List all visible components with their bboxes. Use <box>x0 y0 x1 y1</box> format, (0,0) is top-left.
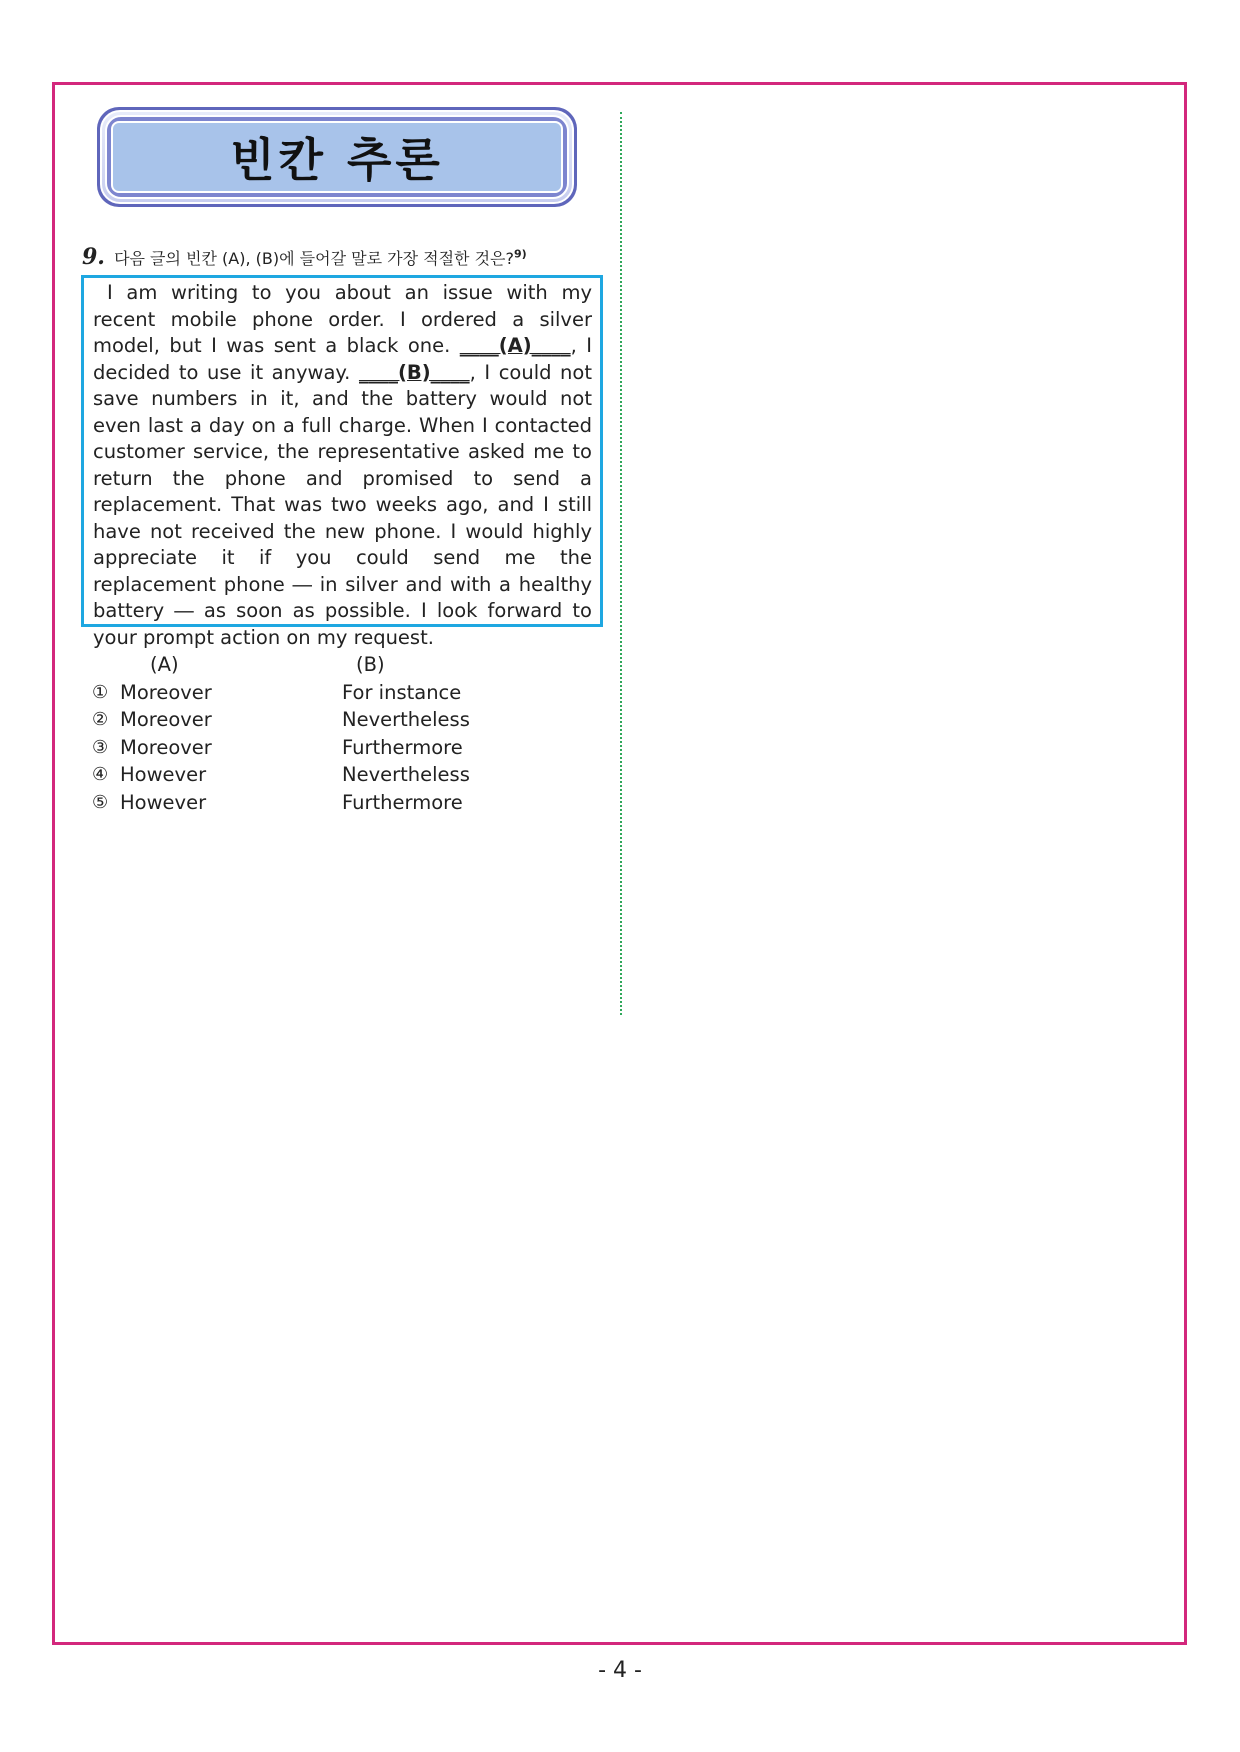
question-number: 9. <box>82 244 105 270</box>
passage-box <box>81 275 603 649</box>
choice-a-text: However <box>120 763 207 787</box>
choice-number: ② <box>92 709 109 731</box>
banner-panel <box>111 121 563 193</box>
choice-number: ⑤ <box>92 791 109 813</box>
passage-part-1: I am writing to you about an issue with my recent mobile phone order. I ordered a silver model, but I was sent a black one. <box>93 281 592 357</box>
passage-text <box>93 280 592 651</box>
banner-inner-ring <box>105 115 569 199</box>
choice-b-text: For instance <box>342 680 462 704</box>
page-number: - 4 - <box>598 1658 642 1683</box>
choice-option-3[interactable] <box>92 734 552 762</box>
column-divider <box>620 112 622 1015</box>
column-b-header: (B) <box>356 653 385 677</box>
choice-a-text: Moreover <box>120 680 212 704</box>
choice-b-text: Furthermore <box>342 790 463 814</box>
choices-header <box>92 651 552 679</box>
choice-option-4[interactable] <box>92 761 552 789</box>
choice-option-5[interactable] <box>92 789 552 817</box>
question-prompt: 다음 글의 빈칸 (A), (B)에 들어갈 말로 가장 적절한 것은? <box>114 249 514 268</box>
banner-outer-ring <box>100 110 574 204</box>
blank-a: ____(A)____ <box>459 334 571 357</box>
choice-number: ③ <box>92 736 109 758</box>
choice-number: ① <box>92 681 109 703</box>
section-title-banner <box>97 107 577 207</box>
column-a-header: (A) <box>150 653 179 677</box>
choice-b-text: Nevertheless <box>342 763 470 787</box>
choice-option-1[interactable] <box>92 679 552 707</box>
blank-b: ____(B)____ <box>358 360 470 384</box>
choice-a-text: However <box>120 790 207 814</box>
choice-b-text: Furthermore <box>342 735 463 759</box>
choice-a-text: Moreover <box>120 735 212 759</box>
answer-choices <box>92 651 552 816</box>
choice-b-text: Nevertheless <box>342 708 470 732</box>
section-title: 빈칸 추론 <box>230 133 444 187</box>
choice-a-text: Moreover <box>120 708 212 732</box>
question-header <box>82 244 602 270</box>
passage-part-3: , I could not save numbers in it, and the battery would not even last a day on a full charge. When I contacted customer service, the representative asked me to return the phone and promised to send a replacement. That was two weeks ago, and I still have not received the new phone. I would highly appreciate it if you could send me the replacement phone ― in silver and with a healthy battery ― as soon as possible. I look forward to your prompt action on my request. <box>93 360 592 649</box>
passage-part-2: , I decided to use it anyway. <box>93 334 592 384</box>
question-footnote: 9) <box>513 247 527 261</box>
choice-option-2[interactable] <box>92 706 552 734</box>
choice-number: ④ <box>92 764 109 786</box>
